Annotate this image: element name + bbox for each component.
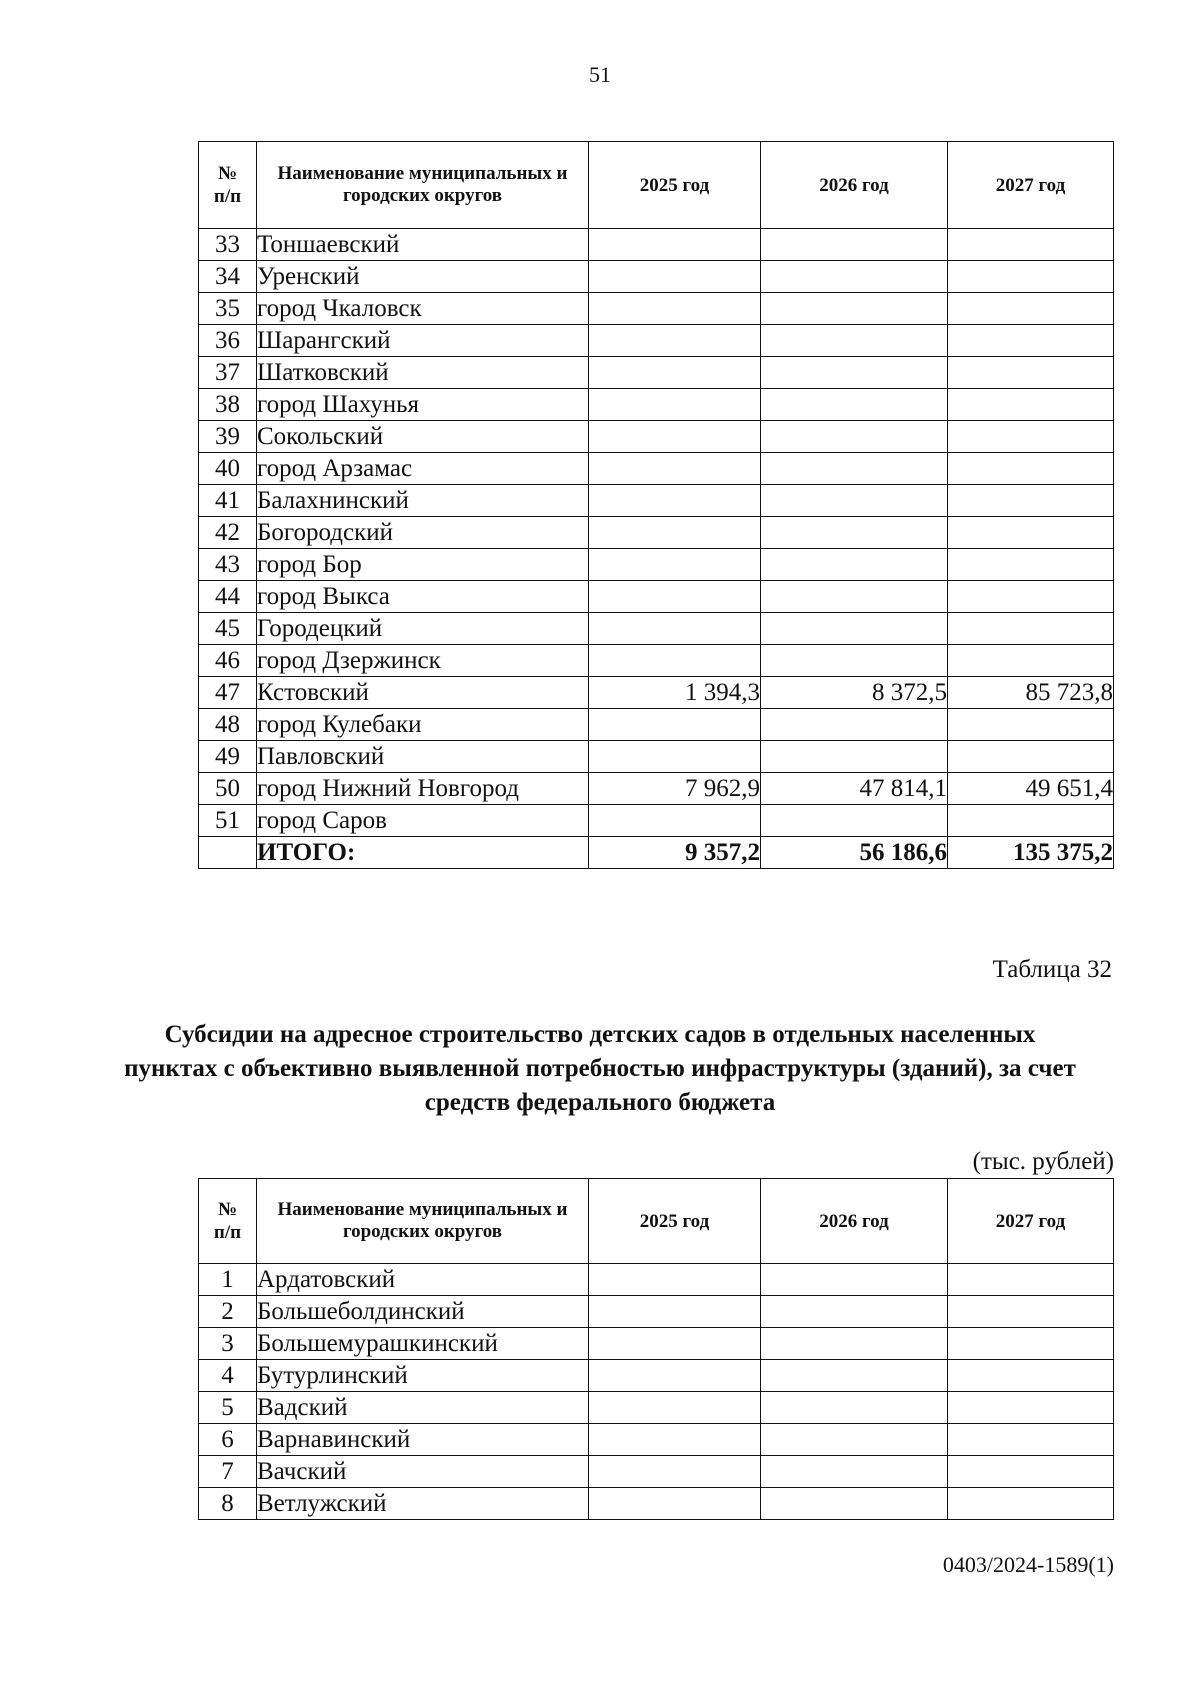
cell-num: 47 — [199, 677, 257, 709]
cell-name: Шарангский — [257, 325, 589, 357]
cell-num: 2 — [199, 1296, 257, 1328]
cell-y2025 — [589, 325, 761, 357]
table-row — [199, 1264, 1114, 1296]
cell-name: Ардатовский — [257, 1264, 589, 1296]
cell-name: город Арзамас — [257, 453, 589, 485]
cell-y2026 — [761, 645, 948, 677]
table-row — [199, 325, 1114, 357]
cell-num: 39 — [199, 421, 257, 453]
header-num: № п/п — [199, 1179, 257, 1264]
table-row — [199, 677, 1114, 709]
cell-y2025 — [589, 741, 761, 773]
cell-name: Павловский — [257, 741, 589, 773]
cell-name: Ветлужский — [257, 1488, 589, 1520]
table-row — [199, 389, 1114, 421]
cell-y2027 — [948, 485, 1114, 517]
cell-num: 6 — [199, 1424, 257, 1456]
cell-y2025 — [589, 1488, 761, 1520]
cell-name: город Саров — [257, 805, 589, 837]
header-2026: 2026 год — [761, 1179, 948, 1264]
cell-y2026 — [761, 1488, 948, 1520]
cell-num: 38 — [199, 389, 257, 421]
cell-y2026 — [761, 1360, 948, 1392]
cell-y2026 — [761, 1424, 948, 1456]
cell-name: Сокольский — [257, 421, 589, 453]
cell-y2027 — [948, 549, 1114, 581]
cell-y2027 — [948, 293, 1114, 325]
table-header-row — [199, 142, 1114, 229]
table-total-row — [199, 837, 1114, 869]
cell-y2026 — [761, 421, 948, 453]
cell-y2025 — [589, 485, 761, 517]
cell-name: Городецкий — [257, 613, 589, 645]
cell-y2026 — [761, 805, 948, 837]
cell-y2025 — [589, 613, 761, 645]
cell-y2025 — [589, 1264, 761, 1296]
table-row — [199, 549, 1114, 581]
table-row — [199, 357, 1114, 389]
cell-y2027: 49 651,4 — [948, 773, 1114, 805]
table-row — [199, 517, 1114, 549]
table-row — [199, 741, 1114, 773]
cell-num — [199, 837, 257, 869]
table-row — [199, 485, 1114, 517]
cell-name: город Дзержинск — [257, 645, 589, 677]
table-row — [199, 645, 1114, 677]
cell-y2026 — [761, 549, 948, 581]
table-row — [199, 1392, 1114, 1424]
header-name: Наименование муниципальных и городских округов — [257, 1179, 589, 1264]
cell-num: 33 — [199, 229, 257, 261]
cell-num: 48 — [199, 709, 257, 741]
cell-y2026 — [761, 357, 948, 389]
cell-y2025 — [589, 1392, 761, 1424]
cell-y2027 — [948, 1456, 1114, 1488]
cell-y2026 — [761, 1456, 948, 1488]
cell-num: 35 — [199, 293, 257, 325]
cell-y2027 — [948, 1488, 1114, 1520]
table-row — [199, 421, 1114, 453]
header-2025: 2025 год — [589, 1179, 761, 1264]
cell-y2025: 1 394,3 — [589, 677, 761, 709]
table-row — [199, 293, 1114, 325]
cell-y2025 — [589, 549, 761, 581]
cell-num: 46 — [199, 645, 257, 677]
cell-y2026 — [761, 293, 948, 325]
cell-y2025 — [589, 517, 761, 549]
cell-y2027 — [948, 581, 1114, 613]
cell-y2027: 85 723,8 — [948, 677, 1114, 709]
cell-num: 4 — [199, 1360, 257, 1392]
cell-y2026 — [761, 581, 948, 613]
cell-num: 3 — [199, 1328, 257, 1360]
table-row — [199, 261, 1114, 293]
cell-num: 43 — [199, 549, 257, 581]
table-label: Таблица 32 — [992, 956, 1112, 983]
cell-y2025: 9 357,2 — [589, 837, 761, 869]
table-row — [199, 773, 1114, 805]
cell-y2025 — [589, 645, 761, 677]
table-row — [199, 613, 1114, 645]
cell-name: город Кулебаки — [257, 709, 589, 741]
cell-y2027: 135 375,2 — [948, 837, 1114, 869]
cell-num: 42 — [199, 517, 257, 549]
cell-y2026: 47 814,1 — [761, 773, 948, 805]
cell-y2026 — [761, 517, 948, 549]
cell-y2027 — [948, 613, 1114, 645]
cell-y2026: 8 372,5 — [761, 677, 948, 709]
cell-name: Тоншаевский — [257, 229, 589, 261]
cell-num: 5 — [199, 1392, 257, 1424]
table-row — [199, 805, 1114, 837]
header-2026: 2026 год — [761, 142, 948, 229]
cell-num: 36 — [199, 325, 257, 357]
cell-y2027 — [948, 453, 1114, 485]
table-municipal-subsidies-continued — [198, 141, 1114, 869]
cell-num: 1 — [199, 1264, 257, 1296]
cell-y2027 — [948, 357, 1114, 389]
cell-name: Кстовский — [257, 677, 589, 709]
header-num: № п/п — [199, 142, 257, 229]
cell-y2026 — [761, 741, 948, 773]
cell-name: город Выкса — [257, 581, 589, 613]
header-2027: 2027 год — [948, 1179, 1114, 1264]
cell-y2025 — [589, 357, 761, 389]
table-row — [199, 1456, 1114, 1488]
cell-y2026 — [761, 389, 948, 421]
cell-y2025 — [589, 805, 761, 837]
cell-y2025 — [589, 229, 761, 261]
cell-y2027 — [948, 1264, 1114, 1296]
cell-y2025 — [589, 581, 761, 613]
cell-y2025 — [589, 709, 761, 741]
cell-y2026: 56 186,6 — [761, 837, 948, 869]
cell-y2025: 7 962,9 — [589, 773, 761, 805]
cell-name: Уренский — [257, 261, 589, 293]
cell-name: Вачский — [257, 1456, 589, 1488]
table-row — [199, 581, 1114, 613]
cell-y2027 — [948, 741, 1114, 773]
table-row — [199, 709, 1114, 741]
cell-y2026 — [761, 229, 948, 261]
cell-y2026 — [761, 485, 948, 517]
table-header-row — [199, 1179, 1114, 1264]
units-label: (тыс. рублей) — [972, 1148, 1114, 1175]
table-row — [199, 1360, 1114, 1392]
cell-num: 45 — [199, 613, 257, 645]
cell-name: Вадский — [257, 1392, 589, 1424]
table-kindergarten-subsidies — [198, 1178, 1114, 1520]
cell-y2027 — [948, 229, 1114, 261]
document-code: 0403/2024-1589(1) — [942, 1552, 1114, 1577]
cell-num: 41 — [199, 485, 257, 517]
cell-num: 7 — [199, 1456, 257, 1488]
cell-y2027 — [948, 421, 1114, 453]
table-body — [199, 229, 1114, 869]
cell-name: город Бор — [257, 549, 589, 581]
cell-y2026 — [761, 1392, 948, 1424]
cell-y2027 — [948, 517, 1114, 549]
cell-name: Балахнинский — [257, 485, 589, 517]
cell-num: 50 — [199, 773, 257, 805]
header-name: Наименование муниципальных и городских округов — [257, 142, 589, 229]
cell-num: 44 — [199, 581, 257, 613]
cell-name: Бутурлинский — [257, 1360, 589, 1392]
cell-y2027 — [948, 261, 1114, 293]
cell-y2026 — [761, 325, 948, 357]
cell-y2027 — [948, 389, 1114, 421]
cell-y2026 — [761, 1264, 948, 1296]
cell-y2025 — [589, 453, 761, 485]
cell-y2025 — [589, 1296, 761, 1328]
cell-y2026 — [761, 1328, 948, 1360]
cell-y2027 — [948, 1296, 1114, 1328]
cell-y2027 — [948, 1424, 1114, 1456]
header-2027: 2027 год — [948, 142, 1114, 229]
cell-num: 40 — [199, 453, 257, 485]
cell-y2025 — [589, 421, 761, 453]
cell-y2026 — [761, 709, 948, 741]
cell-y2027 — [948, 709, 1114, 741]
cell-num: 34 — [199, 261, 257, 293]
cell-y2026 — [761, 613, 948, 645]
cell-y2025 — [589, 1360, 761, 1392]
cell-name: город Чкаловск — [257, 293, 589, 325]
cell-name: Шатковский — [257, 357, 589, 389]
cell-y2025 — [589, 261, 761, 293]
header-2025: 2025 год — [589, 142, 761, 229]
cell-name: ИТОГО: — [257, 837, 589, 869]
cell-y2027 — [948, 1360, 1114, 1392]
table-title: Субсидии на адресное строительство детских садов в отдельных населенных пунктах с объективно выявленной потребностью инфраструктуры (зданий), за счет средств федерального бюджета — [124, 1021, 1076, 1116]
cell-name: Варнавинский — [257, 1424, 589, 1456]
cell-y2027 — [948, 1392, 1114, 1424]
cell-y2026 — [761, 1296, 948, 1328]
table-body — [199, 1264, 1114, 1520]
page-number: 51 — [589, 62, 611, 87]
cell-name: Большеболдинский — [257, 1296, 589, 1328]
cell-num: 51 — [199, 805, 257, 837]
table-row — [199, 229, 1114, 261]
cell-y2026 — [761, 453, 948, 485]
cell-y2026 — [761, 261, 948, 293]
table-row — [199, 1424, 1114, 1456]
cell-num: 49 — [199, 741, 257, 773]
cell-y2027 — [948, 1328, 1114, 1360]
table-row — [199, 1328, 1114, 1360]
cell-y2027 — [948, 325, 1114, 357]
cell-y2025 — [589, 1424, 761, 1456]
cell-y2025 — [589, 293, 761, 325]
cell-name: город Нижний Новгород — [257, 773, 589, 805]
cell-y2027 — [948, 645, 1114, 677]
cell-name: город Шахунья — [257, 389, 589, 421]
table-row — [199, 1296, 1114, 1328]
cell-y2027 — [948, 805, 1114, 837]
cell-name: Большемурашкинский — [257, 1328, 589, 1360]
cell-num: 8 — [199, 1488, 257, 1520]
cell-y2025 — [589, 389, 761, 421]
cell-y2025 — [589, 1456, 761, 1488]
table-row — [199, 453, 1114, 485]
table-row — [199, 1488, 1114, 1520]
cell-num: 37 — [199, 357, 257, 389]
cell-y2025 — [589, 1328, 761, 1360]
cell-name: Богородский — [257, 517, 589, 549]
